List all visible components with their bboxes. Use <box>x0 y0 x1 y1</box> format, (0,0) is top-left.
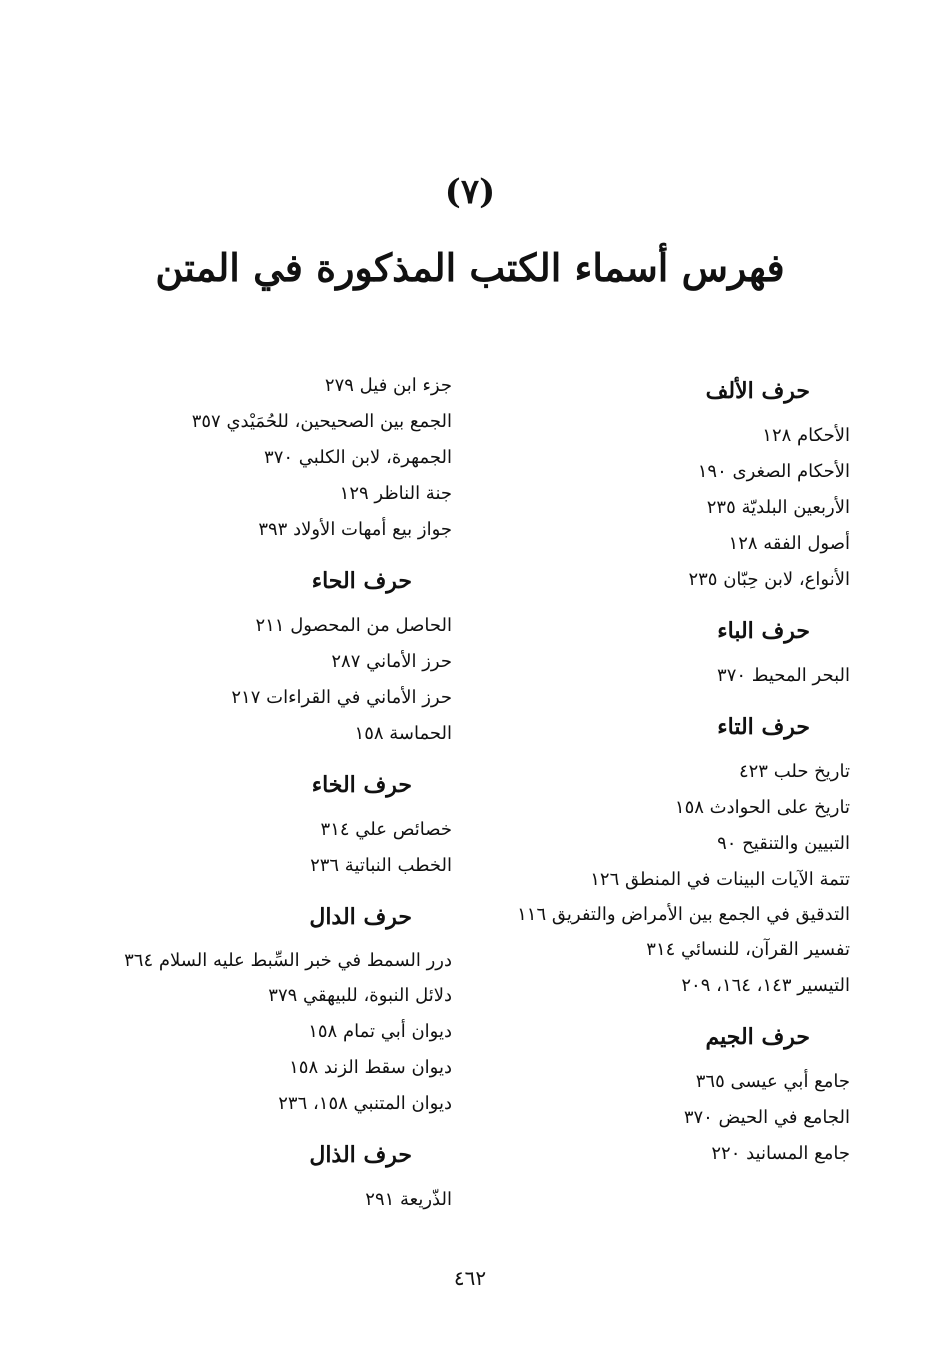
index-entry: الأنواع، لابن حِبّان ٢٣٥ <box>688 569 850 590</box>
group-spacer <box>92 548 452 558</box>
letter-heading: حرف الخاء <box>311 772 412 798</box>
index-entry: تاريخ على الحوادث ١٥٨ <box>674 797 850 818</box>
index-entry: جواز بيع أمهات الأولاد ٣٩٣ <box>258 519 452 540</box>
index-column-left <box>92 368 452 1228</box>
group-spacer <box>420 598 850 608</box>
index-entry: الأحكام الصغرى ١٩٠ <box>697 461 850 482</box>
section-number: (٧) <box>444 172 496 212</box>
group-spacer <box>92 1218 452 1228</box>
letter-heading: حرف الحاء <box>311 568 412 594</box>
index-entry: الجامع في الحيض ٣٧٠ <box>683 1107 850 1128</box>
letter-group <box>92 368 452 558</box>
letter-heading: حرف الألف <box>705 378 810 404</box>
index-entry: جنة الناظر ١٢٩ <box>339 483 452 504</box>
index-entry: جامع أبي عيسى ٣٦٥ <box>695 1071 850 1092</box>
index-entry: التبيين والتنقيح ٩٠ <box>717 833 850 854</box>
letter-heading: حرف الدال <box>309 904 412 930</box>
index-entry: تتمة الآيات البينات في المنطق ١٢٦ <box>590 869 850 890</box>
letter-group <box>92 558 452 762</box>
page-number: ٤٦٢ <box>453 1266 487 1290</box>
letter-heading: حرف الذال <box>309 1142 412 1168</box>
index-column-right <box>420 368 850 1182</box>
index-entry: البحر المحيط ٣٧٠ <box>717 665 850 686</box>
index-entry: أصول الفقه ١٢٨ <box>728 533 850 554</box>
letter-group <box>420 1014 850 1182</box>
group-spacer <box>420 694 850 704</box>
group-spacer <box>420 1004 850 1014</box>
letter-group <box>92 894 452 1132</box>
index-entry: تفسير القرآن، للنسائي ٣١٤ <box>646 939 850 960</box>
letter-group <box>420 704 850 1014</box>
index-entry: الأحكام ١٢٨ <box>762 425 850 446</box>
index-entry: التدقيق في الجمع بين الأمراض والتفريق ١١٦ <box>517 904 850 925</box>
index-entry: حرز الأماني ٢٨٧ <box>331 651 452 672</box>
index-entry: حرز الأماني في القراءات ٢١٧ <box>231 687 452 708</box>
group-spacer <box>420 1172 850 1182</box>
index-entry: دلائل النبوة، للبيهقي ٣٧٩ <box>268 985 452 1006</box>
index-entry: الجمع بين الصحيحين، للحُمَيْدي ٣٥٧ <box>191 411 452 432</box>
group-spacer <box>92 752 452 762</box>
letter-heading: حرف الباء <box>717 618 810 644</box>
index-entry: ديوان أبي تمام ١٥٨ <box>308 1021 452 1042</box>
index-entry: الحاصل من المحصول ٢١١ <box>255 615 452 636</box>
letter-group <box>92 762 452 894</box>
index-entry: خصائص علي ٣١٤ <box>320 819 452 840</box>
index-entry: جزء ابن فيل ٢٧٩ <box>324 375 452 396</box>
group-spacer <box>92 884 452 894</box>
index-entry: الأربعين البلديّة ٢٣٥ <box>706 497 850 518</box>
letter-group <box>420 368 850 608</box>
group-spacer <box>92 1122 452 1132</box>
index-entry: ديوان سقط الزند ١٥٨ <box>289 1057 452 1078</box>
index-entry: الخطب النباتية ٢٣٦ <box>310 855 452 876</box>
letter-group <box>92 1132 452 1228</box>
letter-group <box>420 608 850 704</box>
index-entry: جامع المسانيد ٢٢٠ <box>711 1143 850 1164</box>
index-entry: التيسير ١٤٣، ١٦٤، ٢٠٩ <box>681 975 850 996</box>
index-entry: تاريخ حلب ٤٢٣ <box>738 761 850 782</box>
index-entry: درر السمط في خبر السِّبط عليه السلام ٣٦٤ <box>124 950 452 971</box>
index-entry: الحماسة ١٥٨ <box>354 723 452 744</box>
index-entry: الجمهرة، لابن الكلبي ٣٧٠ <box>264 447 452 468</box>
index-entry: الذّريعة ٢٩١ <box>365 1189 452 1210</box>
letter-heading: حرف الجيم <box>705 1024 810 1050</box>
index-entry: ديوان المتنبي ١٥٨، ٢٣٦ <box>278 1093 452 1114</box>
page-title: فهرس أسماء الكتب المذكورة في المتن <box>155 245 785 290</box>
letter-heading: حرف التاء <box>717 714 810 740</box>
